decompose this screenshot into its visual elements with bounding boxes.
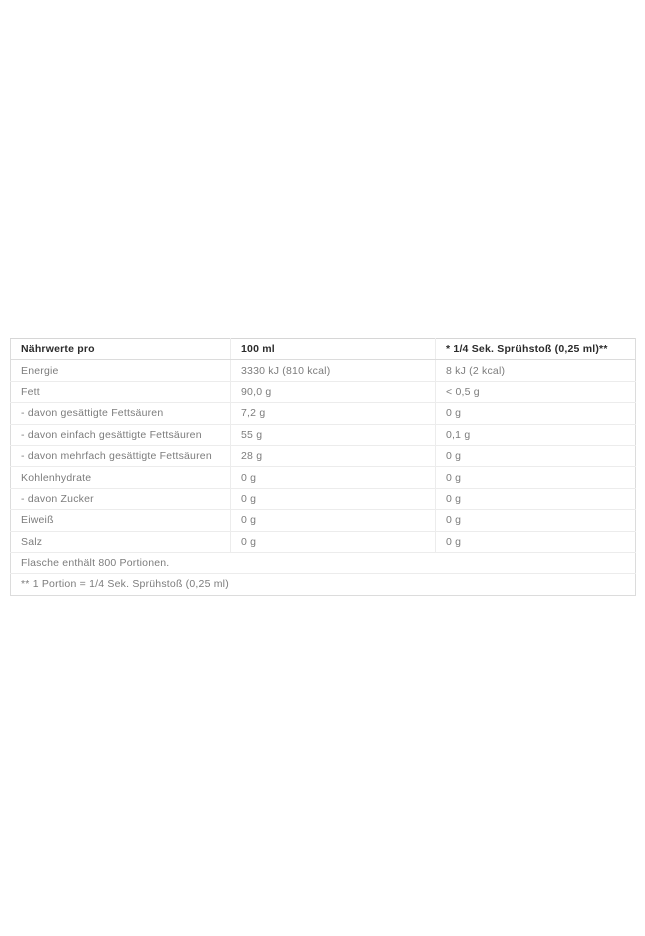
value-per-100ml: 0 g: [231, 531, 436, 552]
row-label: Kohlenhydrate: [11, 467, 231, 488]
row-label: Eiweiß: [11, 510, 231, 531]
table-row: [11, 381, 636, 402]
value-per-portion: 0 g: [436, 403, 636, 424]
value-per-portion: < 0,5 g: [436, 381, 636, 402]
row-label: Salz: [11, 531, 231, 552]
value-per-portion: 0 g: [436, 531, 636, 552]
value-per-100ml: 28 g: [231, 445, 436, 466]
table-row: [11, 403, 636, 424]
table-header-row: [11, 339, 636, 360]
row-label: Energie: [11, 360, 231, 381]
row-label: - davon mehrfach gesättigte Fettsäuren: [11, 445, 231, 466]
table-row: [11, 531, 636, 552]
table-row: [11, 510, 636, 531]
value-per-portion: 0 g: [436, 467, 636, 488]
value-per-100ml: 90,0 g: [231, 381, 436, 402]
table-row: [11, 360, 636, 381]
value-per-100ml: 7,2 g: [231, 403, 436, 424]
portions-note: Flasche enthält 800 Portionen.: [11, 552, 636, 573]
value-per-100ml: 55 g: [231, 424, 436, 445]
table-note-row: [11, 574, 636, 595]
value-per-portion: 0 g: [436, 445, 636, 466]
value-per-100ml: 0 g: [231, 467, 436, 488]
portion-definition-note: ** 1 Portion = 1/4 Sek. Sprühstoß (0,25 ml): [11, 574, 636, 595]
value-per-100ml: 0 g: [231, 510, 436, 531]
value-per-portion: 0 g: [436, 510, 636, 531]
header-per-spray: * 1/4 Sek. Sprühstoß (0,25 ml)**: [436, 339, 636, 360]
header-nutrients-per: Nährwerte pro: [11, 339, 231, 360]
table-row: [11, 467, 636, 488]
value-per-100ml: 3330 kJ (810 kcal): [231, 360, 436, 381]
nutrition-table: [10, 338, 636, 596]
row-label: - davon Zucker: [11, 488, 231, 509]
nutrition-table-section: [10, 338, 635, 596]
value-per-portion: 0,1 g: [436, 424, 636, 445]
table-row: [11, 488, 636, 509]
value-per-portion: 8 kJ (2 kcal): [436, 360, 636, 381]
row-label: - davon gesättigte Fettsäuren: [11, 403, 231, 424]
row-label: - davon einfach gesättigte Fettsäuren: [11, 424, 231, 445]
value-per-portion: 0 g: [436, 488, 636, 509]
table-row: [11, 424, 636, 445]
table-note-row: [11, 552, 636, 573]
table-row: [11, 445, 636, 466]
header-per-100ml: 100 ml: [231, 339, 436, 360]
row-label: Fett: [11, 381, 231, 402]
value-per-100ml: 0 g: [231, 488, 436, 509]
